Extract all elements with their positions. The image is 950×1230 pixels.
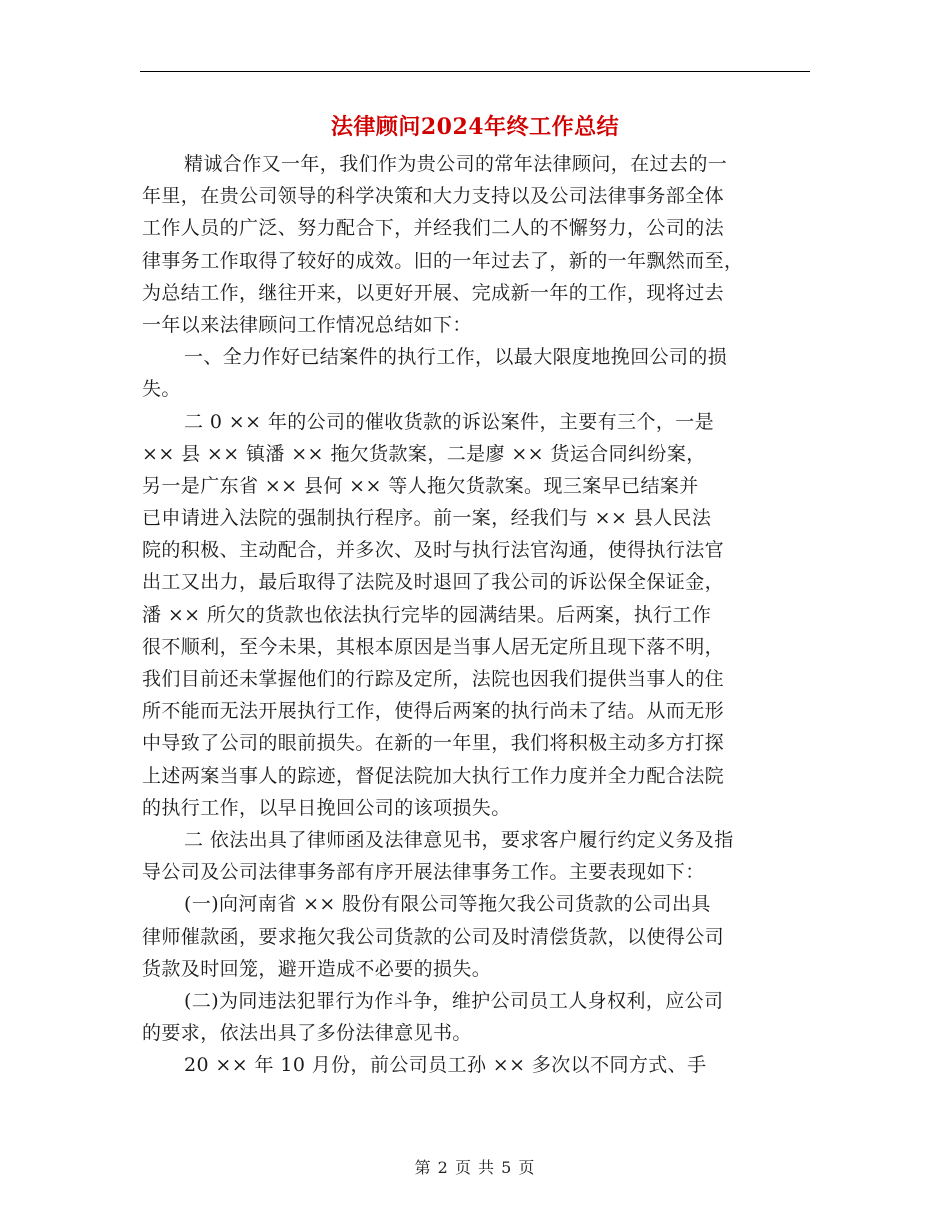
text-line: 二 0 ×× 年的公司的催收货款的诉讼案件，主要有三个，一是 bbox=[184, 410, 715, 433]
text-line: 20 ×× 年 10 月份，前公司员工孙 ×× 多次以不同方式、手 bbox=[184, 1054, 707, 1077]
text-line: 的执行工作，以早日挽回公司的该项损失。 bbox=[142, 796, 511, 819]
text-line: 潘 ×× 所欠的货款也依法执行完毕的园满结果。后两案，执行工作 bbox=[142, 603, 712, 626]
text-line: 失。 bbox=[142, 378, 181, 401]
text-line: 已申请进入法院的强制执行程序。前一案，经我们与 ×× 县人民法 bbox=[142, 507, 712, 530]
text-line: 我们目前还未掌握他们的行踪及定所，法院也因我们提供当事人的住 bbox=[142, 668, 725, 690]
header-rule bbox=[140, 71, 810, 72]
text-line: 律事务工作取得了较好的成效。旧的一年过去了，新的一年飘然而至， bbox=[142, 249, 744, 272]
text-line: 货款及时回笼，避开造成不必要的损失。 bbox=[142, 957, 492, 980]
text-line: 导公司及公司法律事务部有序开展法律事务工作。主要表现如下： bbox=[142, 861, 705, 884]
text-line: 律师催款函，要求拖欠我公司货款的公司及时清偿货款，以使得公司 bbox=[142, 925, 725, 948]
text-line: 很不顺利，至今未果，其根本原因是当事人居无定所且现下落不明， bbox=[142, 635, 725, 658]
text-line: 出工又出力，最后取得了法院及时退回了我公司的诉讼保全保证金， bbox=[142, 571, 725, 594]
document-body bbox=[142, 148, 812, 1081]
text-line: 年里，在贵公司领导的科学决策和大力支持以及公司法律事务部全体 bbox=[142, 185, 725, 208]
text-line: 一、全力作好已结案件的执行工作，以最大限度地挽回公司的损 bbox=[184, 346, 728, 369]
text-line: 院的积极、主动配合，并多次、及时与执行法官沟通，使得执行法官 bbox=[142, 539, 725, 562]
text-line: (二)为同违法犯罪行为作斗争，维护公司员工人身权利，应公司 bbox=[184, 989, 724, 1012]
text-line: 精诚合作又一年，我们作为贵公司的常年法律顾问，在过去的一 bbox=[184, 153, 728, 175]
text-line: ×× 县 ×× 镇潘 ×× 拖欠货款案，二是廖 ×× 货运合同纠纷案， bbox=[142, 442, 706, 465]
page-footer: 第 2 页 共 5 页 bbox=[414, 1158, 536, 1177]
text-line: 二 依法出具了律师函及法律意见书，要求客户履行约定义务及指 bbox=[184, 828, 734, 851]
text-line: 的要求，依法出具了多份法律意见书。 bbox=[142, 1022, 472, 1045]
text-line: 上述两案当事人的踪迹，督促法院加大执行工作力度并全力配合法院 bbox=[142, 764, 725, 787]
document-title: 法律顾问2024年终工作总结 bbox=[330, 114, 620, 140]
text-line: 中导致了公司的眼前损失。在新的一年里，我们将积极主动多方打探 bbox=[142, 732, 725, 755]
text-line: (一)向河南省 ×× 股份有限公司等拖欠我公司货款的公司出具 bbox=[184, 893, 711, 916]
text-line: 另一是广东省 ×× 县何 ×× 等人拖欠货款案。现三案早已结案并 bbox=[142, 474, 699, 497]
text-line: 工作人员的广泛、努力配合下，并经我们二人的不懈努力，公司的法 bbox=[142, 217, 725, 240]
text-line: 所不能而无法开展执行工作，使得后两案的执行尚未了结。从而无形 bbox=[142, 700, 725, 723]
text-line: 为总结工作，继往开来，以更好开展、完成新一年的工作，现将过去 bbox=[142, 281, 725, 304]
text-line: 一年以来法律顾问工作情况总结如下： bbox=[142, 313, 472, 336]
